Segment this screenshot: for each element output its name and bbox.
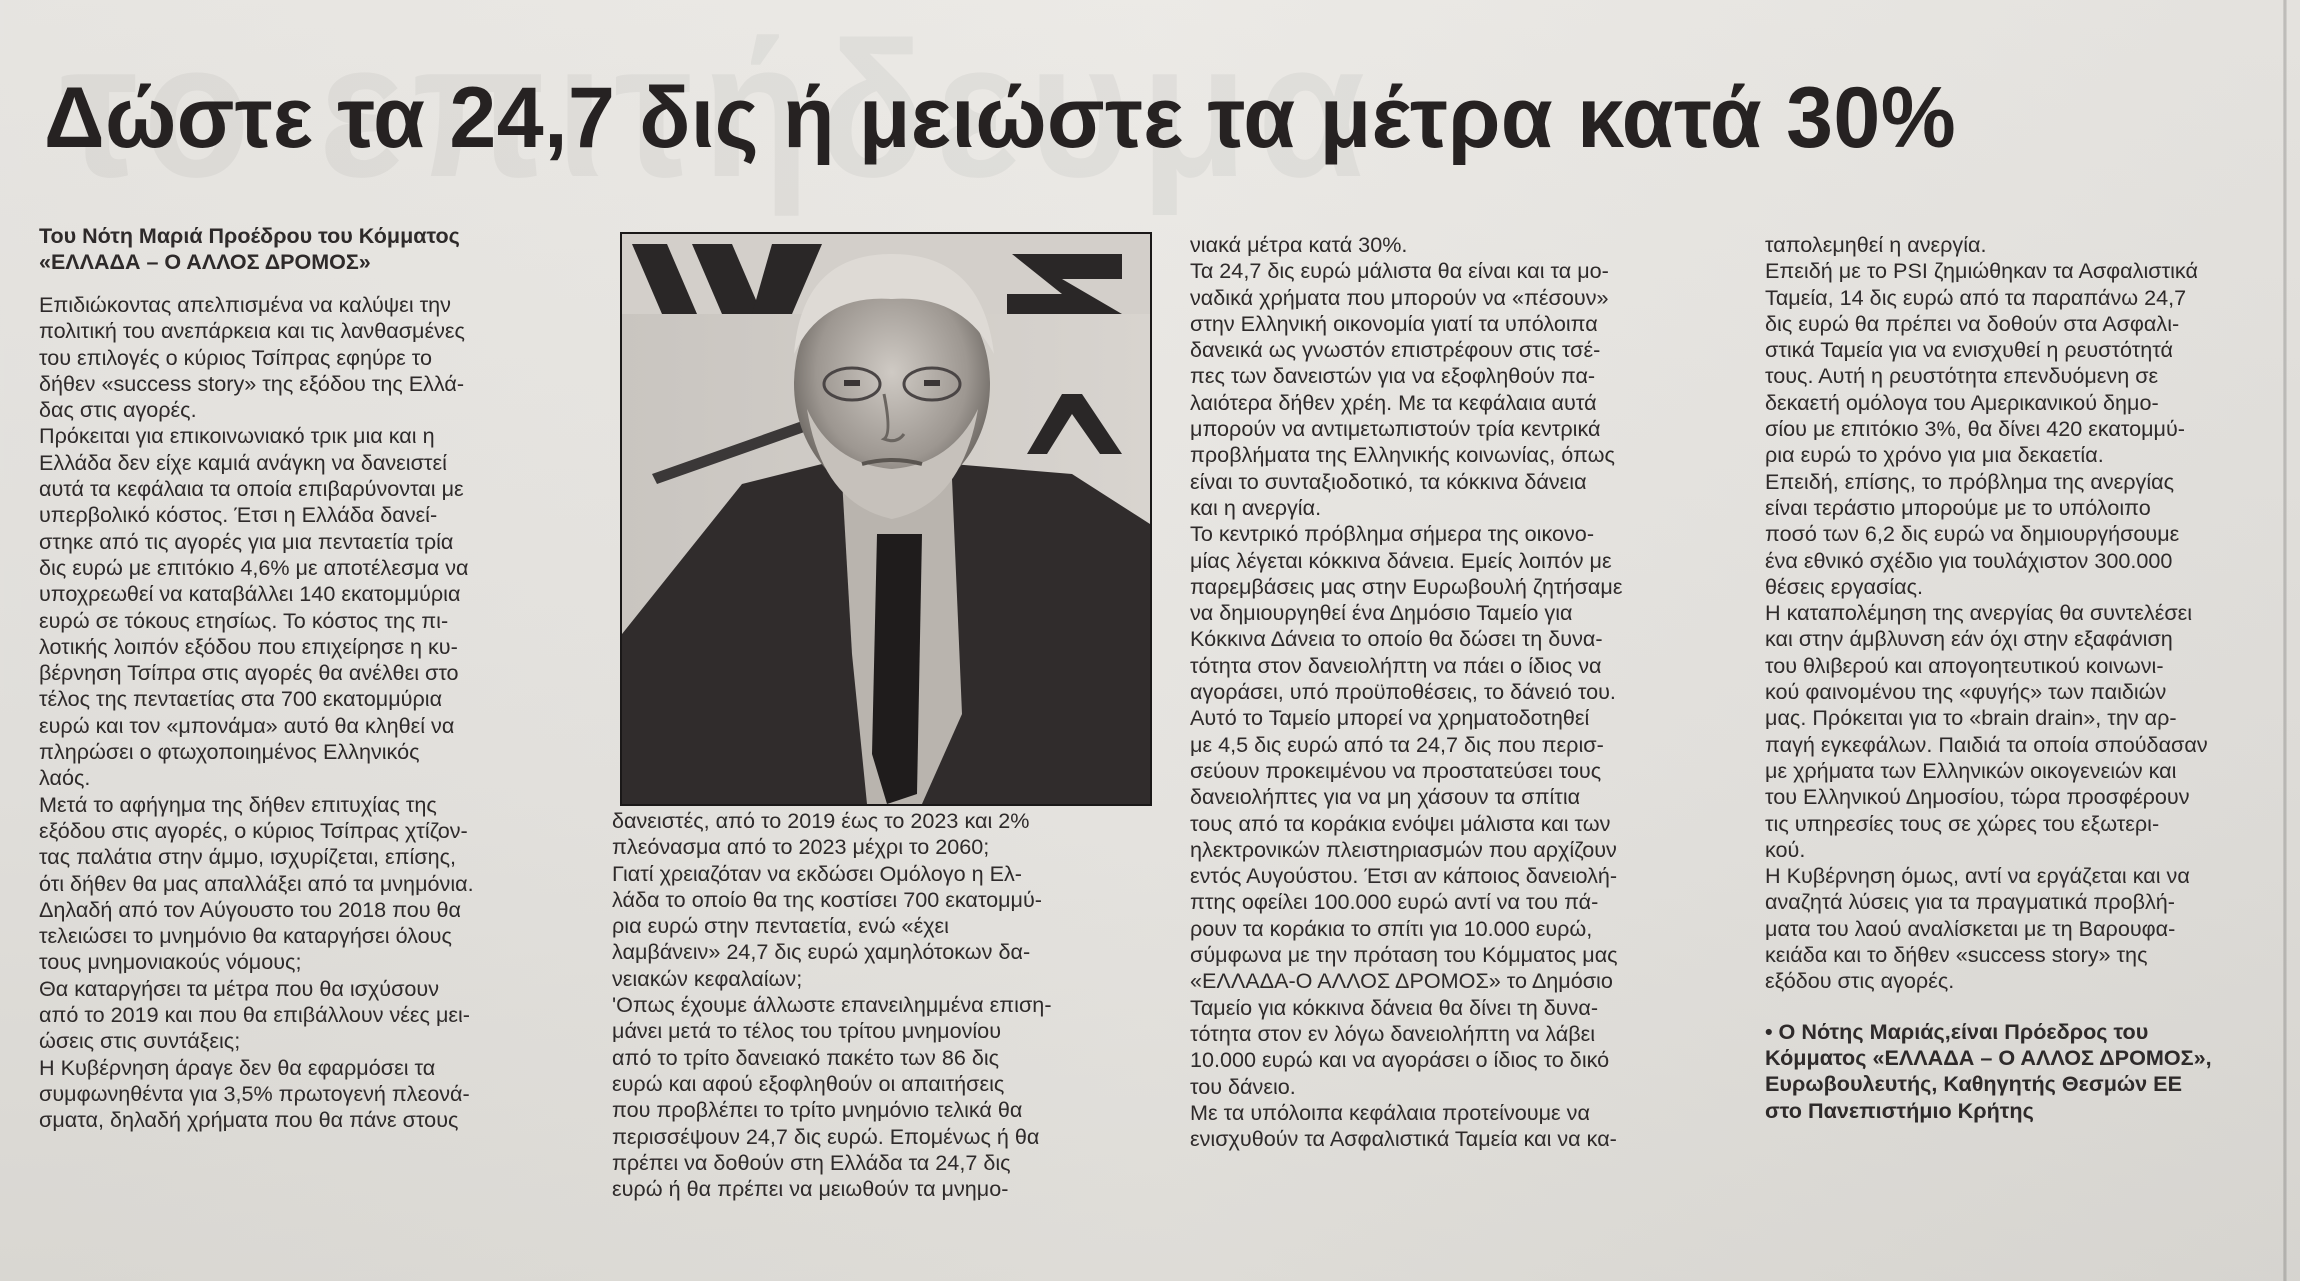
text-line: σματα, δηλαδή χρήματα που θα πάνε στους bbox=[39, 1107, 459, 1133]
text-line: Θα καταργήσει τα μέτρα που θα ισχύσουν bbox=[39, 975, 440, 1001]
text-line: λαός. bbox=[39, 765, 91, 791]
bio-line: • Ο Νότης Μαριάς,είναι Πρόεδρος του bbox=[1765, 1018, 2149, 1044]
text-line: ηλεκτρονικών πλειστηριασμών που αρχίζουν bbox=[1190, 836, 1617, 862]
text-line: 'Οπως έχουμε άλλωστε επανειλημμένα επιση- bbox=[612, 992, 1052, 1018]
text-line: Η καταπολέμηση της ανεργίας θα συντελέσει bbox=[1765, 600, 2193, 626]
text-line: Ελλάδα δεν είχε καμιά ανάγκη να δανειστεί bbox=[39, 449, 447, 475]
text-line: σεύουν προκειμένου να προστατεύσει τους bbox=[1190, 757, 1602, 783]
text-line: τότητα στον εν λόγω δανειολήπτη να λάβει bbox=[1190, 1020, 1596, 1046]
text-line: περισσέψουν 24,7 δις ευρώ. Επομένως ή θα bbox=[612, 1123, 1040, 1149]
text-line: ότι δήθεν θα μας απαλλάξει από τα μνημόνια. bbox=[39, 870, 474, 896]
text-line: τους μνημονιακούς νόμους; bbox=[39, 949, 302, 975]
text-line: να δημιουργηθεί ένα Δημόσιο Ταμείο για bbox=[1190, 600, 1573, 626]
text-line: μπορούν να αντιμετωπιστούν τρία κεντρικά bbox=[1190, 416, 1601, 442]
text-line: λάδα το οποίο θα της κοστίσει 700 εκατομμύ- bbox=[612, 886, 1042, 912]
text-line: είναι τεράστιο μπορούμε με το υπόλοιπο bbox=[1765, 494, 2151, 520]
article-column-4 bbox=[1765, 232, 2300, 1124]
text-line: του Ελληνικού Δημοσίου, τώρα προσφέρουν bbox=[1765, 784, 2190, 810]
text-line: βέρνηση Τσίπρα στις αγορές θα ανέλθει στο bbox=[39, 660, 459, 686]
bio-line: Ευρωβουλευτής, Καθηγητής Θεσμών ΕΕ bbox=[1765, 1071, 2182, 1097]
text-line: παρεμβάσεις μας στην Ευρωβουλή ζητήσαμε bbox=[1190, 573, 1623, 599]
text-line: παγή εγκεφάλων. Παιδιά τα οποία σπούδασαν bbox=[1765, 731, 2208, 757]
text-line: ευρώ σε τόκους ετησίως. Το κόστος της πι- bbox=[39, 607, 449, 633]
text-line: Αυτό το Ταμείο μπορεί να χρηματοδοτηθεί bbox=[1190, 705, 1590, 731]
text-line: «ΕΛΛΑΔΑ-Ο ΑΛΛΟΣ ΔΡΟΜΟΣ» το Δημόσιο bbox=[1190, 968, 1613, 994]
text-line: ρια ευρώ στην πενταετία, ενώ «έχει bbox=[612, 913, 949, 939]
text-line: από το 2019 και που θα επιβάλλουν νέες μει- bbox=[39, 1002, 470, 1028]
text-line: αγοράσει, υπό προϋποθέσεις, το δάνειό του. bbox=[1190, 679, 1616, 705]
text-line: στην Ελληνική οικονομία γιατί τα υπόλοιπα bbox=[1190, 310, 1598, 336]
byline-line: «ΕΛΛΑΔΑ – Ο ΑΛΛΟΣ ΔΡΟΜΟΣ» bbox=[39, 250, 371, 274]
text-line: εξόδου στις αγορές. bbox=[1765, 968, 1955, 994]
text-line: από το τρίτο δανειακό πακέτο των 86 δις bbox=[612, 1044, 1000, 1070]
text-line: στηκε από τις αγορές για μια πενταετία τρία bbox=[39, 528, 454, 554]
text-line: Η Κυβέρνηση άραγε δεν θα εφαρμόσει τα bbox=[39, 1054, 436, 1080]
text-line: του επιλογές ο κύριος Τσίπρας εφηύρε το bbox=[39, 344, 432, 370]
text-line: πλεόνασμα από το 2023 μέχρι το 2060; bbox=[612, 834, 990, 860]
text-line: λοτικής λοιπόν εξόδου που επιχείρησε η κυ- bbox=[39, 633, 458, 659]
text-line: Επιδιώκοντας απελπισμένα να καλύψει την bbox=[39, 292, 451, 317]
text-line: Το κεντρικό πρόβλημα σήμερα της οικονο- bbox=[1190, 521, 1595, 547]
text-line: δανειστές, από το 2019 έως το 2023 και 2% bbox=[612, 808, 1030, 833]
article-column-2 bbox=[612, 808, 1162, 1202]
author-photo bbox=[620, 232, 1152, 806]
text-line: δανεικά ως γνωστόν επιστρέφουν στις τσέ- bbox=[1190, 337, 1601, 363]
text-line: Ταμεία, 14 δις ευρώ από τα παραπάνω 24,7 bbox=[1765, 284, 2187, 310]
article-column-1 bbox=[39, 223, 579, 1134]
text-line: τέλος της πενταετίας στα 700 εκατομμύρια bbox=[39, 686, 443, 712]
text-line: δεκαετή ομόλογα του Αμερικανικού δημο- bbox=[1765, 389, 2159, 415]
text-line: Κόκκινα Δάνεια το οποίο θα δώσει τη δυνα- bbox=[1190, 626, 1603, 652]
text-line: συμφωνηθέντα για 3,5% πρωτογενή πλεονά- bbox=[39, 1080, 470, 1106]
text-line: με 4,5 δις ευρώ από τα 24,7 δις που περισ- bbox=[1190, 731, 1604, 757]
text-line: σίου με επιτόκιο 3%, θα δίνει 420 εκατομμύ- bbox=[1765, 416, 2186, 442]
bio-line: Κόμματος «ΕΛΛΑΔΑ – Ο ΑΛΛΟΣ ΔΡΟΜΟΣ», bbox=[1765, 1044, 2212, 1070]
text-line: δανειολήπτες για να μη χάσουν τα σπίτια bbox=[1190, 784, 1581, 810]
text-line: νιακά μέτρα κατά 30%. bbox=[1190, 232, 1408, 257]
text-line: ρια ευρώ το χρόνο για μια δεκαετία. bbox=[1765, 442, 2104, 468]
text-line: ταπολεμηθεί η ανεργία. bbox=[1765, 232, 1987, 257]
text-line: πρέπει να δοθούν στη Ελλάδα τα 24,7 δις bbox=[612, 1149, 1011, 1175]
column-text bbox=[1190, 232, 1735, 1152]
text-line: ποσό των 6,2 δις ευρώ να δημιουργήσουμε bbox=[1765, 521, 2180, 547]
text-line: Πρόκειται για επικοινωνιακό τρικ μια και η bbox=[39, 423, 435, 449]
text-line: λαιότερα δήθεν χρέη. Με τα κεφάλαια αυτά bbox=[1190, 389, 1597, 415]
text-line: τους. Αυτή η ρευστότητα επενδυόμενη σε bbox=[1765, 363, 2159, 389]
text-line: δις ευρώ θα πρέπει να δοθούν στα Ασφαλι- bbox=[1765, 310, 2180, 336]
text-line: που προβλέπει το τρίτο μνημόνιο τελικά θα bbox=[612, 1097, 1023, 1123]
text-line: Με τα υπόλοιπα κεφάλαια προτείνουμε να bbox=[1190, 1099, 1590, 1125]
text-line: Δηλαδή από τον Αύγουστο του 2018 που θα bbox=[39, 896, 462, 922]
text-line: πτης οφείλει 100.000 ευρώ αντί να του πά- bbox=[1190, 889, 1599, 915]
text-line: υπερβολικό κόστος. Έτσι η Ελλάδα δανεί- bbox=[39, 502, 438, 528]
text-line: αυτά τα κεφάλαια τα οποία επιβαρύνονται με bbox=[39, 476, 464, 502]
text-line: Μετά το αφήγημα της δήθεν επιτυχίας της bbox=[39, 791, 437, 817]
text-line: τότητα στον δανειολήπτη να πάει ο ίδιος να bbox=[1190, 652, 1602, 678]
text-line: τους από τα κοράκια ενόψει μάλιστα και των bbox=[1190, 810, 1611, 836]
text-line: Επειδή, επίσης, το πρόβλημα της ανεργίας bbox=[1765, 468, 2175, 494]
text-line: θέσεις εργασίας. bbox=[1765, 573, 1923, 599]
text-line: ενισχυθούν τα Ασφαλιστικά Ταμεία και να κα- bbox=[1190, 1126, 1617, 1152]
text-line: στικά Ταμεία για να ενισχυθεί η ρευστότητά bbox=[1765, 337, 2173, 363]
text-line: του δάνειο. bbox=[1190, 1073, 1296, 1099]
text-line: δις ευρώ με επιτόκιο 4,6% με αποτέλεσμα να bbox=[39, 554, 469, 580]
text-line: ευρώ ή θα πρέπει να μειωθούν τα μνημο- bbox=[612, 1176, 1009, 1202]
text-line: 10.000 ευρώ και να αγοράσει ο ίδιος το δικό bbox=[1190, 1047, 1610, 1073]
text-line: Γιατί χρειαζόταν να εκδώσει Ομόλογο η Ελ- bbox=[612, 860, 1022, 886]
text-line: κειάδα και το δήθεν «success story» της bbox=[1765, 942, 2148, 968]
text-line: κού φαινομένου της «φυγής» των παιδιών bbox=[1765, 679, 2167, 705]
text-line: σύμφωνα με την πρόταση του Κόμματος μας bbox=[1190, 942, 1618, 968]
text-line: Τα 24,7 δις ευρώ μάλιστα θα είναι και τα μο- bbox=[1190, 258, 1609, 284]
column-text bbox=[39, 292, 579, 1134]
text-line: μάνει μετά το τέλος του τρίτου μνημονίου bbox=[612, 1018, 1002, 1044]
text-line: εξόδου στις αγορές, ο κύριος Τσίπρας χτίζον- bbox=[39, 817, 468, 843]
text-line: πολιτική του ανεπάρκεια και τις λανθασμένες bbox=[39, 318, 465, 344]
text-line: νειακών κεφαλαίων; bbox=[612, 965, 803, 991]
text-line: δας στις αγορές. bbox=[39, 397, 197, 423]
text-line: εντός Αυγούστου. Έτσι αν κάποιος δανειολή- bbox=[1190, 863, 1618, 889]
column-text bbox=[1765, 232, 2300, 995]
text-line: Ταμείο για κόκκινα δάνεια θα δίνει τη δυνα- bbox=[1190, 994, 1599, 1020]
text-line: ευρώ και αφού εξοφληθούν οι απαιτήσεις bbox=[612, 1070, 1005, 1096]
page-fold-edge bbox=[2283, 0, 2287, 1281]
text-line: πληρώσει ο φτωχοποιημένος Ελληνικός bbox=[39, 739, 420, 765]
text-line: αναζητά λύσεις για τα πραγματικά προβλή- bbox=[1765, 889, 2175, 915]
bio-line: στο Πανεπιστήμιο Κρήτης bbox=[1765, 1097, 2034, 1123]
text-line: κού. bbox=[1765, 836, 1806, 862]
text-line: Επειδή με το PSI ζημιώθηκαν τα Ασφαλιστικά bbox=[1765, 258, 2198, 284]
text-line: ώσεις στις συντάξεις; bbox=[39, 1028, 241, 1054]
text-line: δήθεν «success story» της εξόδου της Ελλά- bbox=[39, 370, 465, 396]
text-line: προβλήματα της Ελληνικής κοινωνίας, όπως bbox=[1190, 442, 1615, 468]
text-line: τας παλάτια στην άμμο, ισχυρίζεται, επίσης, bbox=[39, 844, 457, 870]
text-line: πες των δανειστών για να εξοφληθούν πα- bbox=[1190, 363, 1596, 389]
byline-line: Του Νότη Μαριά Προέδρου του Κόμματος bbox=[39, 224, 460, 248]
headline: Δώστε τα 24,7 δις ή μειώστε τα μέτρα κατά 30% bbox=[44, 69, 1957, 166]
text-line: λαμβάνειν» 24,7 δις ευρώ χαμηλότοκων δα- bbox=[612, 939, 1031, 965]
text-line: ρουν τα κοράκια το σπίτι για 10.000 ευρώ, bbox=[1190, 915, 1593, 941]
text-line: ναδικά χρήματα που μπορούν να «πέσουν» bbox=[1190, 284, 1609, 310]
text-line: είναι το συνταξιοδοτικό, τα κόκκινα δάνεια bbox=[1190, 468, 1587, 494]
text-line: με χρήματα των Ελληνικών οικογενειών και bbox=[1765, 757, 2177, 783]
text-line: μας. Πρόκειται για το «brain drain», την αρ- bbox=[1765, 705, 2177, 731]
text-line: τελειώσει το μνημόνιο θα καταργήσει όλους bbox=[39, 923, 452, 949]
text-line: και στην άμβλυνση εάν όχι στην εξαφάνιση bbox=[1765, 626, 2173, 652]
text-line: υποχρεωθεί να καταβάλλει 140 εκατομμύρια bbox=[39, 581, 461, 607]
text-line: τις υπηρεσίες τους σε χώρες του εξωτερι- bbox=[1765, 810, 2160, 836]
author-bio bbox=[1765, 1019, 2300, 1124]
article-column-3 bbox=[1190, 232, 1735, 1152]
text-line: Η Κυβέρνηση όμως, αντί να εργάζεται και να bbox=[1765, 863, 2190, 889]
text-line: ματα του λαού αναλίσκεται με τη Βαρουφα- bbox=[1765, 915, 2176, 941]
portrait-image bbox=[622, 234, 1150, 804]
byline bbox=[39, 223, 579, 275]
text-line: του θλιβερού και απογοητευτικού κοινωνι- bbox=[1765, 652, 2164, 678]
text-line: ευρώ και τον «μπονάμα» αυτό θα κληθεί να bbox=[39, 712, 455, 738]
text-line: ένα εθνικό σχέδιο για τουλάχιστον 300.000 bbox=[1765, 547, 2173, 573]
text-line: και η ανεργία. bbox=[1190, 494, 1322, 520]
text-line: μίας λέγεται κόκκινα δάνεια. Εμείς λοιπόν με bbox=[1190, 547, 1612, 573]
column-text bbox=[612, 808, 1162, 1202]
